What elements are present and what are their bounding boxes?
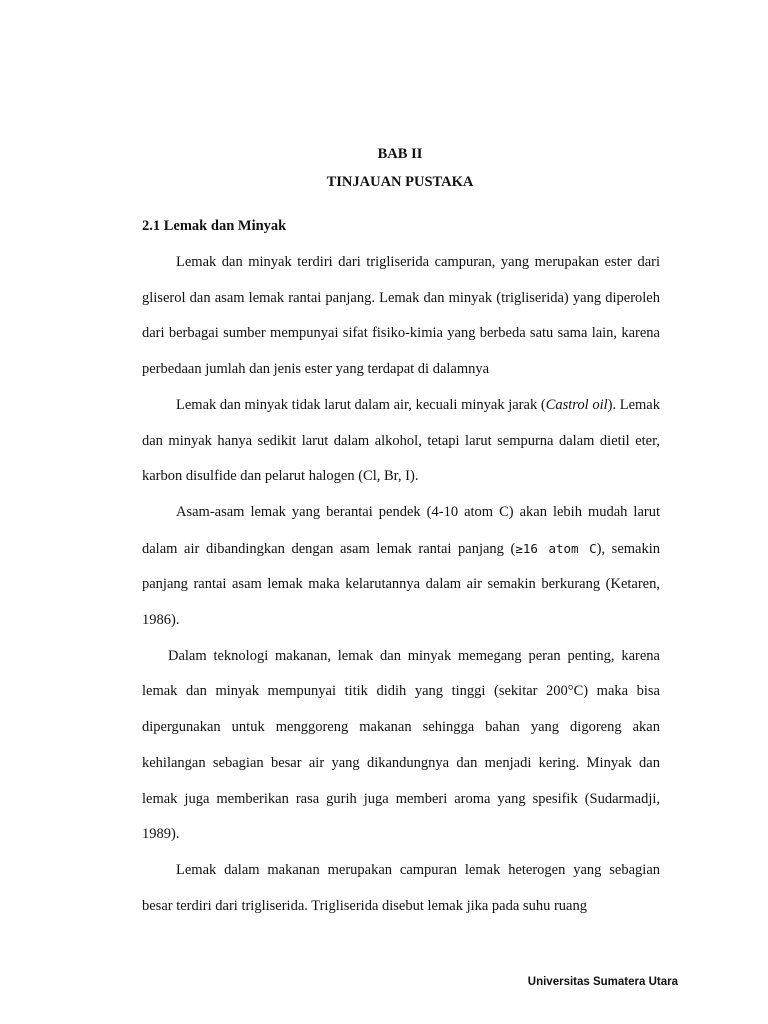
body-text	[142, 245, 660, 924]
paragraph-3-mono-term: ≥16 atom C	[515, 540, 597, 556]
paragraph-1: Lemak dan minyak terdiri dari trigliserida campuran, yang merupakan ester dari gliserol dan asam lemak rantai panjang. Lemak dan minyak (trigliserida) yang diperoleh dari berbagai sumber mempunyai sifat fisiko-kimia yang berbeda satu sama lain, karena perbedaan jumlah dan jenis ester yang terdapat di dalamnya	[142, 254, 660, 378]
paragraph-3-text-b: ), semakin panjang rantai asam lemak maka kelarutannya dalam air semakin berkurang (Ketaren, 1986).	[142, 540, 660, 629]
paragraph-3	[142, 495, 660, 639]
chapter-number: BAB II	[377, 146, 423, 162]
paragraph-2-italic-term: Castrol oil	[545, 396, 608, 413]
paragraph-2	[142, 388, 660, 495]
paragraph-2-text-b: ). Lemak dan minyak hanya sedikit larut dalam alkohol, tetapi larut sempurna dalam dietil eter, karbon disulfide dan pelarut halogen (Cl, Br, I).	[142, 396, 660, 485]
paragraph-4: Dalam teknologi makanan, lemak dan minyak memegang peran penting, karena lemak dan minyak mempunyai titik didih yang tinggi (sekitar 200°C) maka bisa dipergunakan untuk menggoreng makanan sehingga bahan yang digoreng akan kehilangan sebagian besar air yang dikandungnya dan menjadi kering. Minyak dan lemak juga memberikan rasa gurih juga memberi aroma yang spesifik (Sudarmadji, 1989).	[142, 647, 660, 843]
paragraph-2-text-a: Lemak dan minyak tidak larut dalam air, kecuali minyak jarak (	[176, 396, 546, 413]
chapter-title: TINJAUAN PUSTAKA	[326, 174, 474, 190]
paragraph-5: Lemak dalam makanan merupakan campuran lemak heterogen yang sebagian besar terdiri dari trigliserida. Trigliserida disebut lemak jika pada suhu ruang	[142, 861, 660, 914]
paragraph-3-text-a: Asam-asam lemak yang berantai pendek (4-10 atom C) akan lebih mudah larut dalam air dibandingkan dengan asam lemak rantai panjang (	[142, 503, 660, 557]
footer-institution: Universitas Sumatera Utara	[527, 976, 678, 988]
section-heading: 2.1 Lemak dan Minyak	[142, 218, 287, 234]
